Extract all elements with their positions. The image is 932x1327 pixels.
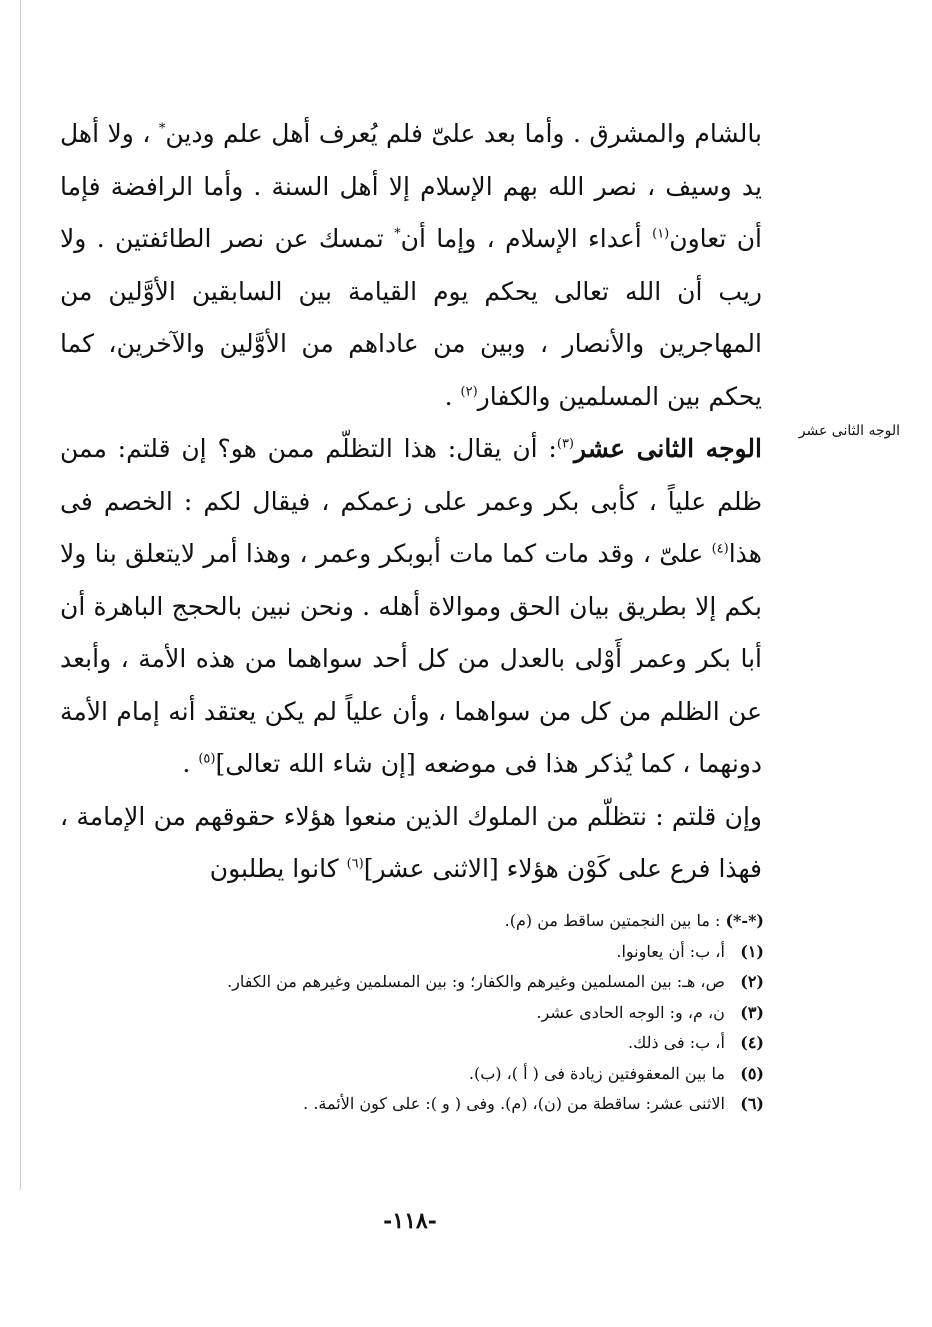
margin-note	[792, 418, 900, 444]
paragraph-2: الوجه الثانى عشر$^{(٣)}$: أن يقال: هذا التظلّم ممن هو؟ إن قلتم: ممن ظلم علياً ، كأبى بكر وعمر على زعمكم ، فيقال لكم : الخصم فى هذا$^{(٤)}$ علىّ ، وقد مات كما مات أبوبكر وعمر ، وهذا أمر لايتعلق بنا ولا بكم إلا بطريق بيان الحق وموالاة أهله . ونحن نبين بالحجج الباهرة أن أبا بكر وعمر أَوْلى بالعدل من كل أحد سواهما من هذه الأمة ، وأبعد عن الظلم من كل من سواهما ، وأن علياً لم يكن يعتقد أنه إمام الأمة دونهما ، كما يُذكر هذا فى موضعه [إن شاء الله تعالى]$^{(٥)}$ .	[60, 434, 762, 778]
footnote-marker: (١)	[652, 226, 670, 242]
main-text	[60, 108, 762, 896]
footnote: (٣) ن، م، و: الوجه الحادى عشر.	[536, 1002, 764, 1022]
footnote: (٢) ص، هـ: بين المسلمين وغيرهم والكفار؛ و: بين المسلمين وغيرهم من الكفار.	[227, 972, 764, 991]
paragraph-3: وإن قلتم : نتظلّم من الملوك الذين منعوا هؤلاء حقوقهم من الإمامة ، فهذا فرع على كَوْن هؤلاء [الاثنى عشر]$^{(٦)}$ كانوا يطلبون	[60, 801, 762, 883]
footnote: (٦) الاثنى عشر: ساقطة من (ن)، (م). وفى ( و ): على كون الأئمة. .	[303, 1094, 764, 1113]
page-edge-line	[20, 0, 21, 1190]
footnote-marker: *	[158, 121, 166, 137]
footnote-marker: (٣)	[556, 436, 574, 452]
footnote: (٥) ما بين المعقوفتين زيادة فى ( أ )، (ب).	[468, 1063, 764, 1083]
margin-note-text: الوجه الثانى عشر	[798, 423, 900, 439]
footnote-marker: (٤)	[711, 541, 729, 557]
footnotes	[130, 906, 764, 1120]
footnote: (١) أ، ب: أن يعاونوا.	[616, 941, 764, 961]
footnote: (٤) أ، ب: فى ذلك.	[628, 1033, 764, 1052]
footnote-marker: *	[394, 226, 401, 242]
section-heading: الوجه الثانى عشر	[574, 434, 762, 463]
footnote-marker: (٥)	[198, 751, 216, 767]
footnote: (*-*) : ما بين النجمتين ساقط من (م).	[504, 911, 764, 930]
paragraph-1: بالشام والمشرق . وأما بعد علىّ فلم يُعرف أهل علم ودين* ، ولا أهل يد وسيف ، نصر الله بهم الإسلام إلا أهل السنة . وأما الرافضة فإما أن تعاون$^{(١)}$ أعداء الإسلام ، وإما أن* تمسك عن نصر الطائفتين . ولا ريب أن الله تعالى يحكم يوم القيامة بين السابقين الأوَّلين من المهاجرين والأنصار ، وبين من عاداهم من الأوَّلين والآخرين، كما يحكم بين المسلمين والكفار$^{(٢)}$ .	[60, 119, 762, 411]
page-number: -١١٨-	[383, 1208, 437, 1234]
footnote-marker: (٦)	[346, 856, 364, 872]
footnote-marker: (٢)	[460, 384, 478, 400]
